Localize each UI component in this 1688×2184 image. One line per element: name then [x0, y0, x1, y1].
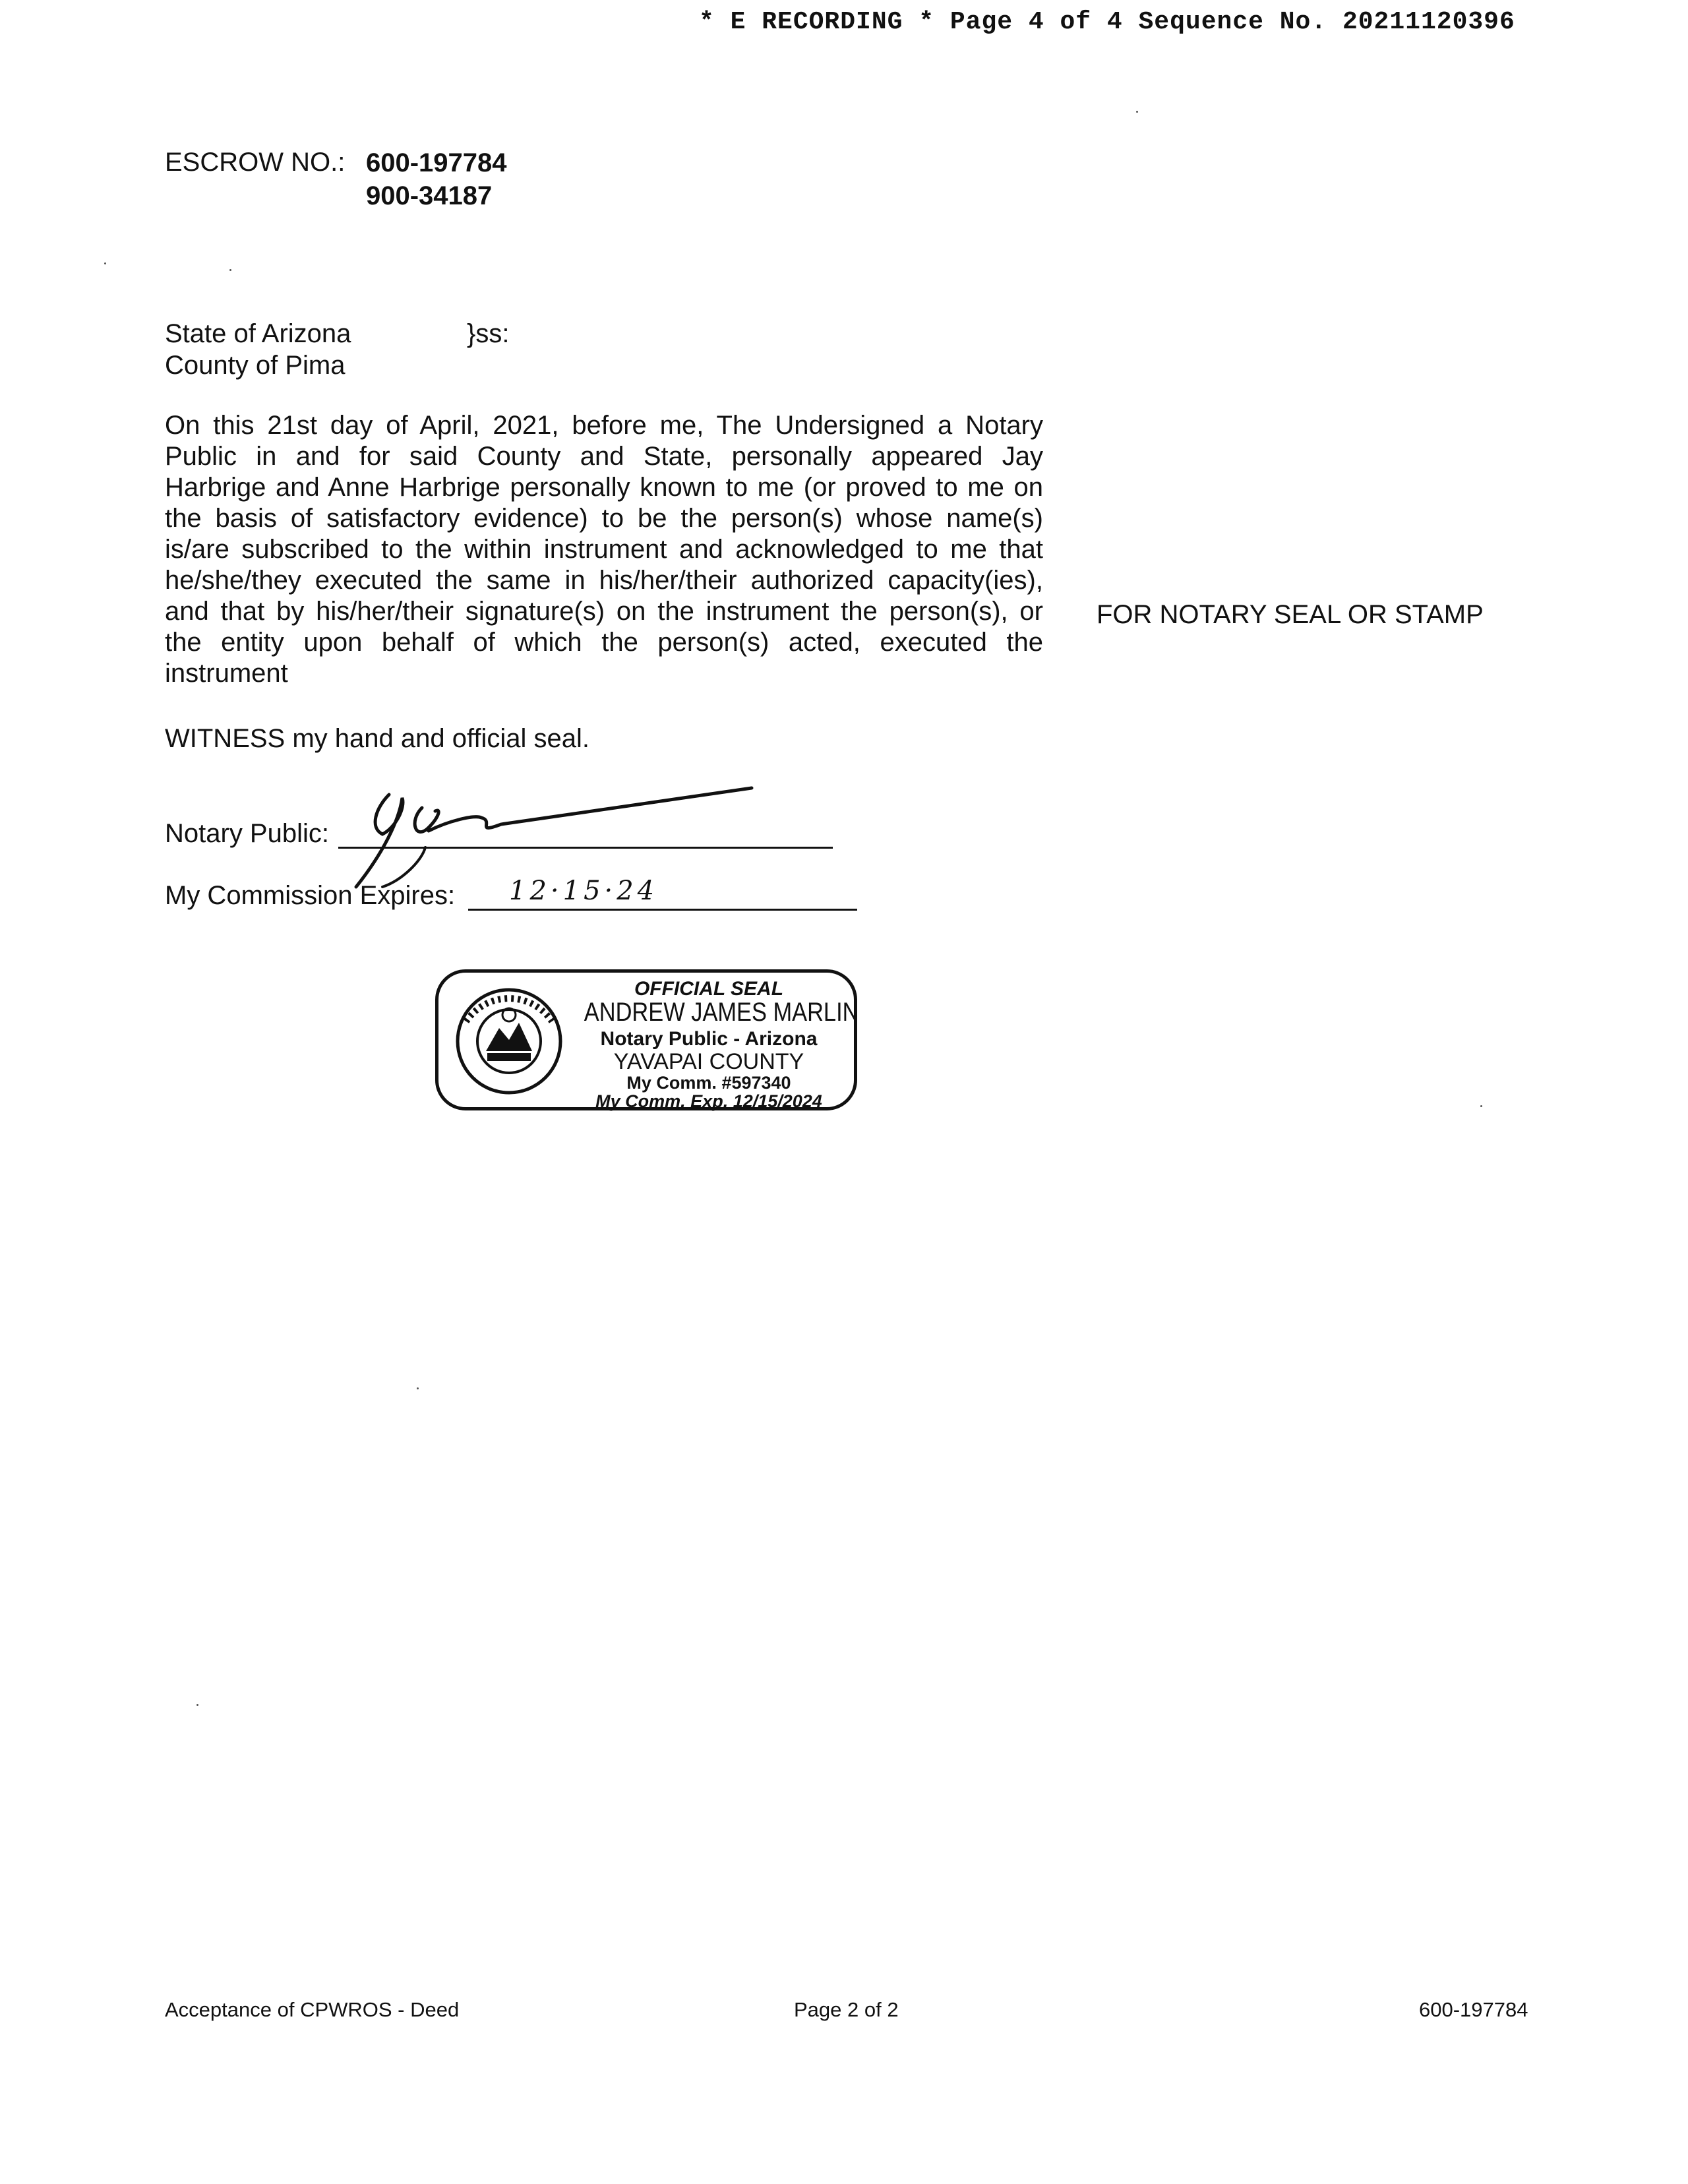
ack-line: instrument [165, 659, 288, 688]
scan-speck [1480, 1105, 1482, 1107]
witness-statement: WITNESS my hand and official seal. [165, 724, 589, 753]
escrow-numbers [366, 146, 507, 212]
venue-ss: }ss: [467, 319, 510, 348]
notary-public-label: Notary Public: [165, 819, 329, 848]
seal-placeholder-label: FOR NOTARY SEAL OR STAMP [1097, 600, 1484, 629]
ack-line: the entity upon behalf of which the person(s) acted, executed the [165, 628, 1043, 657]
stamp-role: Notary Public - Arizona [600, 1028, 818, 1050]
footer-escrow-number: 600-197784 [1419, 1998, 1528, 2021]
recording-header: * E RECORDING * Page 4 of 4 Sequence No. 20211120396 [699, 8, 1515, 36]
stamp-notary-name: ANDREW JAMES MARLIN [584, 998, 859, 1027]
acknowledgment-paragraph [165, 410, 1043, 689]
ack-line: and that by his/her/their signature(s) on the instrument the person(s), or [165, 597, 1043, 626]
scan-speck [196, 1704, 198, 1706]
escrow-label: ESCROW NO.: [165, 148, 346, 177]
escrow-number-secondary: 900-34187 [366, 181, 493, 210]
footer-page-number: Page 2 of 2 [794, 1998, 899, 2021]
ack-line: is/are subscribed to the within instrument and acknowledged to me that [165, 535, 1043, 564]
state-seal-emblem-icon [453, 982, 565, 1101]
venue-county: County of Pima [165, 351, 346, 380]
ack-line: the basis of satisfactory evidence) to be the person(s) whose name(s) [165, 504, 1043, 533]
scan-speck [104, 262, 106, 264]
commission-expires-label: My Commission Expires: [165, 881, 456, 910]
escrow-number-primary: 600-197784 [366, 148, 507, 177]
commission-expires-value: 12·15·24 [509, 876, 659, 906]
venue-state: State of Arizona [165, 319, 351, 348]
ack-line: On this 21st day of April, 2021, before me, The Undersigned a Notary [165, 411, 1043, 440]
stamp-commission-expiration: My Comm. Exp. 12/15/2024 [595, 1091, 822, 1111]
footer-document-title: Acceptance of CPWROS - Deed [165, 1998, 460, 2021]
stamp-title: OFFICIAL SEAL [634, 978, 784, 1000]
scan-speck [417, 1387, 419, 1389]
commission-expires-line [468, 909, 857, 911]
ack-line: Harbrige and Anne Harbrige personally known to me (or proved to me on [165, 473, 1043, 502]
stamp-commission-number: My Comm. #597340 [626, 1073, 791, 1093]
scan-speck [229, 269, 231, 271]
ack-line: Public in and for said County and State, personally appeared Jay [165, 442, 1043, 471]
scan-speck [1136, 111, 1138, 113]
notary-stamp [435, 969, 857, 1110]
stamp-county: YAVAPAI COUNTY [613, 1049, 804, 1074]
ack-line: he/she/they executed the same in his/her/their authorized capacity(ies), [165, 566, 1043, 595]
